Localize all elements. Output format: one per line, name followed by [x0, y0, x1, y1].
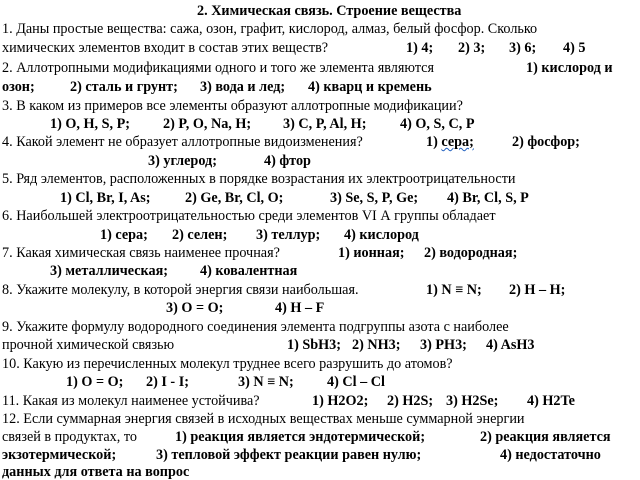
q1-option-4: 4) 5 [563, 40, 586, 56]
q7-option-2: 2) водородная; [424, 245, 518, 261]
q5-line-2 [0, 189, 640, 208]
q7-text: 7. Какая химическая связь наименее прочная? [2, 245, 280, 261]
q5-option-2: 2) Ge, Br, Cl, O; [185, 190, 284, 206]
q3-line-1 [0, 97, 640, 116]
q10-option-4: 4) Cl – Cl [327, 374, 385, 390]
q1-text: 1. Даны простые вещества: сажа, озон, графит, кислород, алмаз, белый фосфор. Сколько [2, 21, 538, 37]
q3-option-1: 1) O, H, S, P; [50, 116, 130, 132]
q6-option-2: 2) селен; [172, 227, 228, 243]
q6-option-3: 3) теллур; [256, 227, 321, 243]
q9-line-1 [0, 318, 640, 337]
q2-option-3: 3) вода и лед; [200, 79, 286, 95]
q2-line-1 [0, 59, 640, 78]
q10-option-1: 1) O = O; [66, 374, 124, 390]
q12-option-4: 4) недостаточно [500, 447, 601, 463]
q12-option-2-cont: экзотермической; [2, 447, 117, 463]
q3-option-2: 2) P, O, Na, H; [163, 116, 252, 132]
q9-option-4: 4) AsH3 [486, 337, 535, 353]
q5-option-4: 4) Br, Cl, S, P [447, 190, 529, 206]
q1-option-3: 3) 6; [509, 40, 537, 56]
q7-line-1 [0, 244, 640, 263]
q11-text: 11. Какая из молекул наименее устойчива? [2, 393, 260, 409]
q2-option-1-cont: озон; [2, 79, 35, 95]
q8-text: 8. Укажите молекулу, в которой энергия связи наибольшая. [2, 282, 359, 298]
q9-line-2 [0, 336, 640, 355]
q11-option-4: 4) H2Te [527, 393, 575, 409]
q4-option-3: 3) углерод; [148, 153, 217, 169]
q7-option-3: 3) металлическая; [50, 263, 169, 279]
q2-option-2: 2) сталь и грунт; [70, 79, 178, 95]
q6-text: 6. Наибольшей электроотрицательностью среди элементов VI А группы обладает [2, 208, 496, 224]
q7-option-1: 1) ионная; [338, 245, 405, 261]
q1-line-2 [0, 39, 640, 58]
q10-text: 10. Какую из перечисленных молекул труднее всего разрушить до атомов? [2, 356, 453, 372]
q12-option-2: 2) реакция является [480, 429, 611, 445]
q4-option-4: 4) фтор [264, 153, 311, 169]
q8-option-4: 4) H – F [275, 300, 325, 316]
q11-option-1: 1) H2O2; [312, 393, 369, 409]
q8-option-2: 2) H – H; [509, 282, 566, 298]
q1-option-2: 2) 3; [458, 40, 486, 56]
q3-option-3: 3) C, P, Al, H; [283, 116, 367, 132]
title-line [0, 2, 640, 21]
q5-line-1 [0, 170, 640, 189]
q12-line-1 [0, 410, 640, 429]
q5-text: 5. Ряд элементов, расположенных в порядке возрастания их электроотрицательности [2, 171, 516, 187]
q4-line-1 [0, 133, 640, 152]
q2-option-4: 4) кварц и кремень [308, 79, 432, 95]
q10-option-2: 2) I - I; [146, 374, 189, 390]
q12-text: 12. Если суммарная энергия связей в исходных веществах меньше суммарной энергии [2, 411, 525, 427]
q6-line-2 [0, 226, 640, 245]
q2-line-2 [0, 78, 640, 97]
q9-option-2: 2) NH3; [352, 337, 401, 353]
q8-line-1 [0, 281, 640, 300]
q4-option-1: 1) сера; [426, 134, 474, 150]
q8-line-2 [0, 299, 640, 318]
page-title: 2. Химическая связь. Строение вещества [197, 3, 462, 19]
q12-option-4-cont: данных для ответа на вопрос [2, 464, 190, 480]
q6-option-1: 1) сера; [100, 227, 148, 243]
q10-option-3: 3) N ≡ N; [238, 374, 294, 390]
q1-text-cont: химических элементов входит в состав этих веществ? [2, 40, 329, 56]
q10-line-2 [0, 373, 640, 392]
q9-text-cont: прочной химической связью [2, 337, 175, 353]
q10-line-1 [0, 355, 640, 374]
q2-text: 2. Аллотропными модификациями одного и того же элемента являются [2, 60, 435, 76]
q11-option-2: 2) H2S; [387, 393, 434, 409]
q12-line-4 [0, 463, 640, 480]
q11-line-1 [0, 392, 640, 411]
q9-text: 9. Укажите формулу водородного соединения элемента подгруппы азота с наиболее [2, 319, 509, 335]
q9-option-1: 1) SbH3; [287, 337, 341, 353]
q12-option-1: 1) реакция является эндотермической; [175, 429, 426, 445]
q8-option-3: 3) O = O; [166, 300, 224, 316]
q6-line-1 [0, 207, 640, 226]
q5-option-1: 1) Cl, Br, I, As; [60, 190, 151, 206]
q2-option-1: 1) кислород и [526, 60, 613, 76]
q1-line-1 [0, 20, 640, 39]
q3-text: 3. В каком из примеров все элементы образуют аллотропные модификации? [2, 98, 463, 114]
q12-option-3: 3) тепловой эффект реакции равен нулю; [156, 447, 422, 463]
q5-option-3: 3) Se, S, P, Ge; [330, 190, 419, 206]
q4-option-2: 2) фосфор; [512, 134, 580, 150]
q7-option-4: 4) ковалентная [200, 263, 298, 279]
q7-line-2 [0, 262, 640, 281]
q12-text-cont: связей в продуктах, то [2, 429, 137, 445]
q1-option-1: 1) 4; [406, 40, 434, 56]
q11-option-3: 3) H2Se; [446, 393, 499, 409]
q3-option-4: 4) O, S, C, P [400, 116, 475, 132]
q4-line-2 [0, 152, 640, 171]
q9-option-3: 3) PH3; [420, 337, 467, 353]
q12-line-2 [0, 428, 640, 447]
q4-text: 4. Какой элемент не образует аллотропные видоизменения? [2, 134, 363, 150]
q3-line-2 [0, 115, 640, 134]
q8-option-1: 1) N ≡ N; [426, 282, 482, 298]
q6-option-4: 4) кислород [344, 227, 419, 243]
